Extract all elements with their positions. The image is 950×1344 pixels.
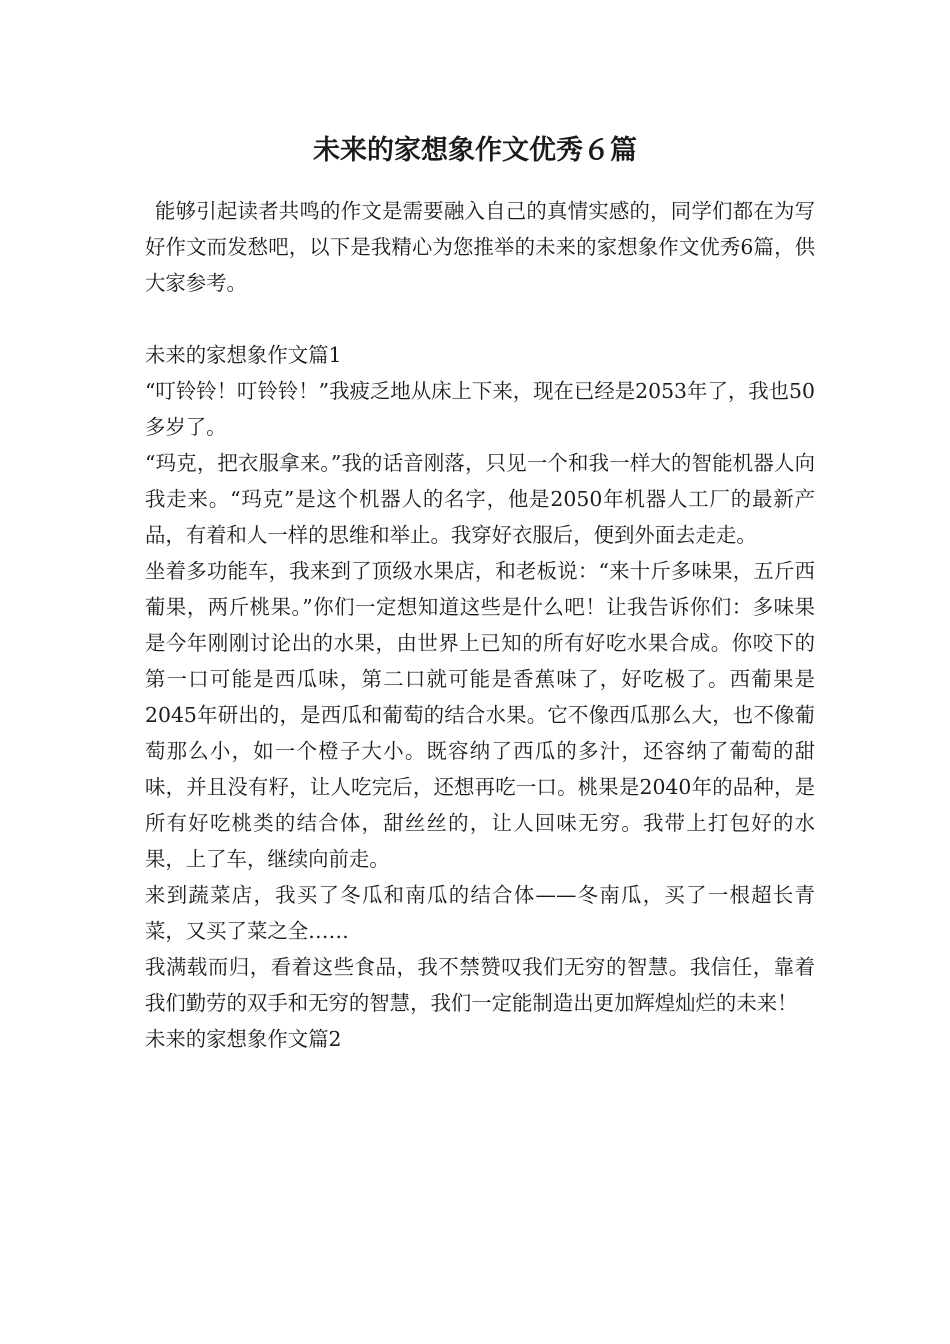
section-1-paragraph-3: 坐着多功能车，我来到了顶级水果店，和老板说：“来十斤多味果，五斤西葡果，两斤桃果。”你们一定想知道这些是什么吧！让我告诉你们：多味果是今年刚刚讨论出的水果，由世界上已知的所有好吃水果合成。你咬下的第一口可能是西瓜味，第二口就可能是香蕉味了，好吃极了。西葡果是2045年研出的，是西瓜和葡萄的结合水果。它不像西瓜那么大，也不像葡萄那么小，如一个橙子大小。既容纳了西瓜的多汁，还容纳了葡萄的甜味，并且没有籽，让人吃完后，还想再吃一口。桃果是2040年的品种，是所有好吃桃类的结合体，甜丝丝的，让人回味无穷。我带上打包好的水果，上了车，继续向前走。 (145, 559, 815, 871)
section-heading-1: 未来的家想象作文篇1 (145, 343, 342, 367)
section-1-paragraph-1: “叮铃铃！叮铃铃！”我疲乏地从床上下来，现在已经是2053年了，我也50多岁了。 (145, 379, 815, 439)
document-body (145, 193, 815, 1057)
document-title: 未来的家想象作文优秀６篇 (313, 135, 637, 166)
intro-paragraph: 能够引起读者共鸣的作文是需要融入自己的真情实感的，同学们都在为写好作文而发愁吧，以下是我精心为您推举的未来的家想象作文优秀6篇，供大家参考。 (145, 199, 815, 295)
section-1-paragraph-5: 我满载而归，看着这些食品，我不禁赞叹我们无穷的智慧。我信任，靠着我们勤劳的双手和无穷的智慧，我们一定能制造出更加辉煌灿烂的未来！ (145, 955, 815, 1015)
section-1-paragraph-2: “玛克，把衣服拿来。”我的话音刚落，只见一个和我一样大的智能机器人向我走来。“玛克”是这个机器人的名字，他是2050年机器人工厂的最新产品，有着和人一样的思维和举止。我穿好衣服后，便到外面去走走。 (145, 451, 815, 547)
section-1-paragraph-4: 来到蔬菜店，我买了冬瓜和南瓜的结合体——冬南瓜，买了一根超长青菜，又买了菜之全…… (145, 883, 815, 943)
paragraph-spacer (145, 301, 815, 337)
section-heading-2: 未来的家想象作文篇2 (145, 1027, 342, 1051)
